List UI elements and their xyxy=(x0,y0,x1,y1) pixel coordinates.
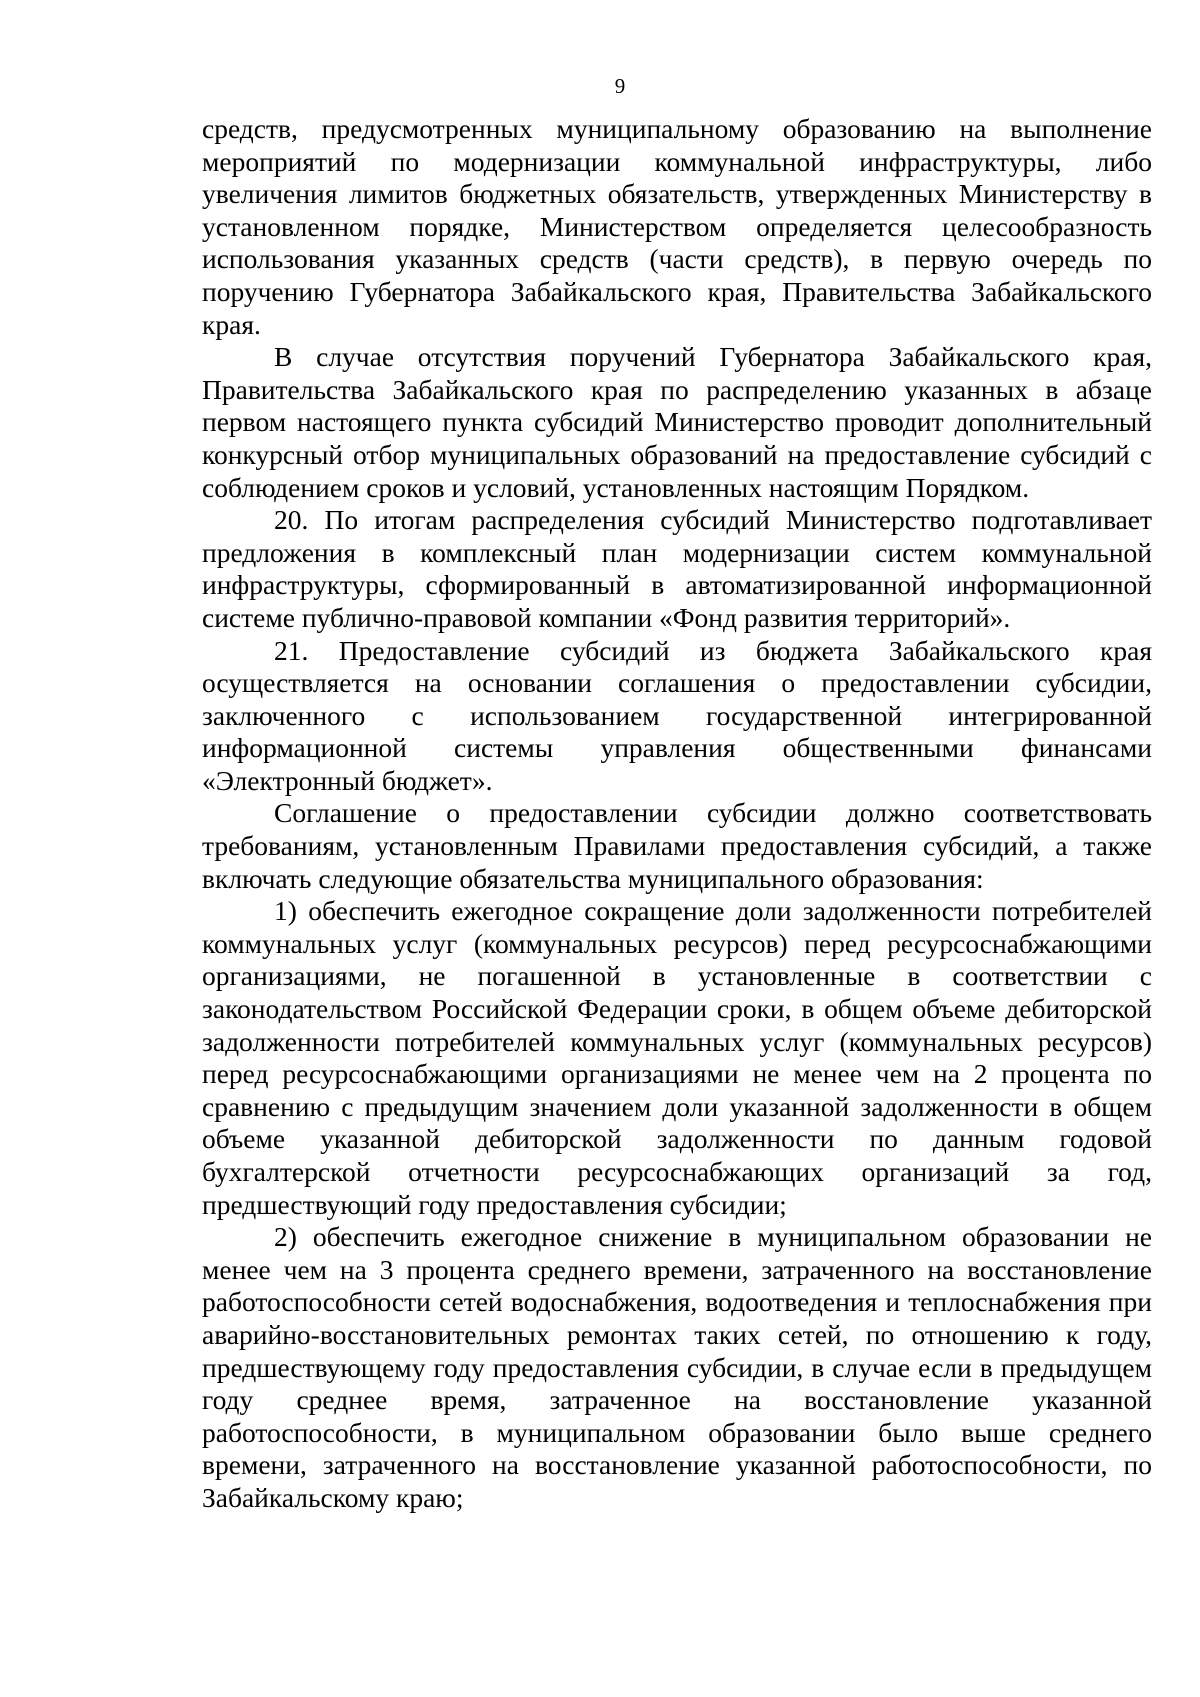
page-number: 9 xyxy=(614,74,626,98)
paragraph-obligation-2: 2) обеспечить ежегодное снижение в муниципальном образовании не менее чем на 3 процента среднего времени, затраченного на восстановление работоспособности сетей водоснабжения, водоотведения и теплоснабжения при аварийно-восстановительных ремонтах таких сетей, по отношению к году, предшествующему году предоставления субсидии, в случае если в предыдущем году среднее время, затраченное на восстановление указанной работоспособности, в муниципальном образовании было выше среднего времени, затраченного на восстановление указанной работоспособности, по Забайкальскому краю; xyxy=(202,1221,1152,1513)
document-body xyxy=(202,113,1152,1515)
paragraph-item-20: 20. По итогам распределения субсидий Министерство подготавливает предложения в комплексный план модернизации систем коммунальной инфраструктуры, сформированный в автоматизированной информационной системе публично-правовой компании «Фонд развития территорий». xyxy=(202,504,1152,633)
paragraph-no-instructions: В случае отсутствия поручений Губернатора Забайкальского края, Правительства Забайкальского края по распределению указанных в абзаце первом настоящего пункта субсидий Министерство проводит дополнительный конкурсный отбор муниципальных образований на предоставление субсидий с соблюдением сроков и условий, установленных настоящим Порядком. xyxy=(202,341,1152,503)
paragraph-agreement: Соглашение о предоставлении субсидии должно соответствовать требованиям, установленным Правилами предоставления субсидий, а также включать следующие обязательства муниципального образования: xyxy=(202,797,1152,894)
paragraph-obligation-1: 1) обеспечить ежегодное сокращение доли задолженности потребителей коммунальных услуг (коммунальных ресурсов) перед ресурсоснабжающими организациями, не погашенной в установленные в соответствии с законодательством Российской Федерации сроки, в общем объеме дебиторской задолженности потребителей коммунальных услуг (коммунальных ресурсов) перед ресурсоснабжающими организациями не менее чем на 2 процента по сравнению с предыдущим значением доли указанной задолженности в общем объеме указанной дебиторской задолженности по данным годовой бухгалтерской отчетности ресурсоснабжающих организаций за год, предшествующий году предоставления субсидии; xyxy=(202,895,1152,1220)
paragraph-item-21: 21. Предоставление субсидий из бюджета Забайкальского края осуществляется на основании соглашения о предоставлении субсидии, заключенного с использованием государственной интегрированной информационной системы управления общественными финансами «Электронный бюджет». xyxy=(202,634,1152,796)
paragraph-continuation: средств, предусмотренных муниципальному образованию на выполнение мероприятий по модернизации коммунальной инфраструктуры, либо увеличения лимитов бюджетных обязательств, утвержденных Министерству в установленном порядке, Министерством определяется целесообразность использования указанных средств (части средств), в первую очередь по поручению Губернатора Забайкальского края, Правительства Забайкальского края. xyxy=(202,113,1152,340)
